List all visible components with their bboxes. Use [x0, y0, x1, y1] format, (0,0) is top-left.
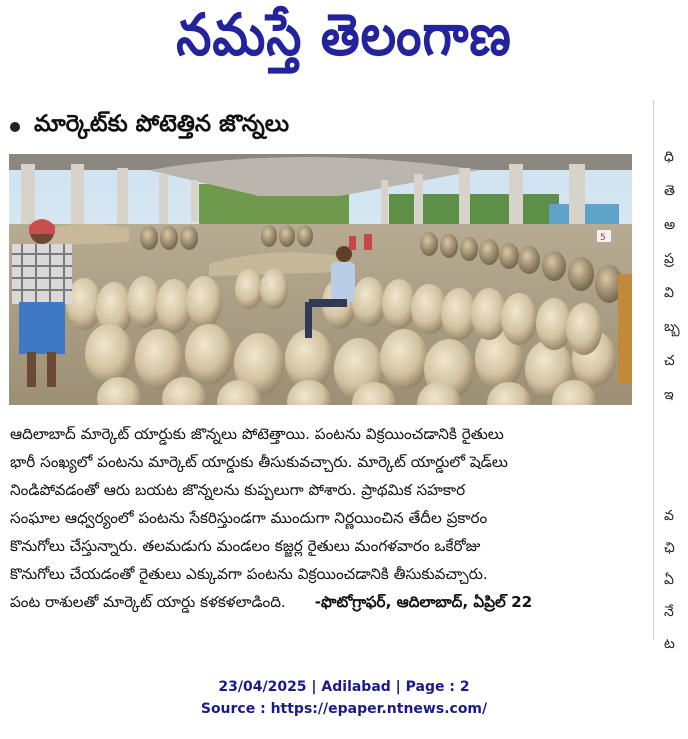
bullet-icon: [10, 122, 20, 132]
body-line-3: నిండిపోవడంతో ఆరు బయట జొన్నలను కుప్పలుగా పోశారు. ప్రాథమిక సహకార: [10, 481, 466, 499]
side-char: ఛి: [664, 540, 675, 556]
headline-row: [10, 110, 289, 144]
side-char: వి: [664, 285, 674, 301]
body-line-4: సంఘాల ఆధ్వర్యంలో పంటను సేకరిస్తుండగా ముందుగా నిర్ణయించిన తేదీల ప్రకారం: [10, 509, 488, 527]
side-char: చ: [664, 353, 675, 369]
body-last-line: పంట రాశులతో మార్కెట్ యార్డు కళకళలాడింది.: [10, 593, 286, 611]
side-char: ప్ర: [664, 251, 674, 267]
body-line-5: కొనుగోలు చేస్తున్నారు. తలమడుగు మండలం కజ్జర్ల రైతులు మంగళవారం ఒకేరోజు: [10, 537, 481, 555]
side-column-top: [664, 140, 686, 412]
footer: [0, 676, 688, 720]
masthead: [0, 0, 688, 80]
news-photo: [9, 154, 632, 405]
masthead-title: నమస్తే తెలంగాణ: [176, 0, 512, 69]
article-headline: మార్కెట్‌కు పోటెత్తిన జొన్నలు: [34, 111, 290, 137]
article-body: [10, 420, 646, 616]
side-char: ట: [664, 636, 675, 652]
svg-text:5: 5: [600, 233, 606, 243]
side-char: తె: [664, 183, 675, 199]
photo-credit: -ఫొటోగ్రాఫర్, ఆదిలాబాద్, ఏప్రిల్ 22: [314, 593, 533, 611]
side-char: బ్బ: [664, 319, 680, 335]
body-line-2: భారీ సంఖ్యలో పంటను మార్కెట్ యార్డుకు తీసుకువచ్చారు. మార్కెట్ యార్డులో షెడ్‌లు: [10, 453, 508, 471]
side-char: నే: [664, 604, 674, 620]
footer-source-link[interactable]: Source : https://epaper.ntnews.com/: [200, 701, 488, 717]
body-line-7: [10, 588, 646, 616]
side-char: అ: [664, 217, 676, 233]
body-line-6: కొనుగోలు చేయడంతో రైతులు ఎక్కువగా పంటను విక్రయించడానికి తీసుకువచ్చారు.: [10, 565, 488, 583]
column-divider: [653, 100, 654, 640]
side-char: వ: [664, 508, 674, 524]
side-column-bottom: [664, 500, 686, 660]
side-char: ఇ: [664, 387, 674, 403]
side-char: ఏ: [664, 572, 674, 588]
footer-date-line: 23/04/2025 | Adilabad | Page : 2: [218, 679, 470, 695]
side-char: ధి: [664, 149, 674, 165]
body-line-1: ఆదిలాబాద్ మార్కెట్ యార్డుకు జొన్నలు పోటెత్తాయి. పంటను విక్రయించడానికి రైతులు: [10, 425, 504, 443]
